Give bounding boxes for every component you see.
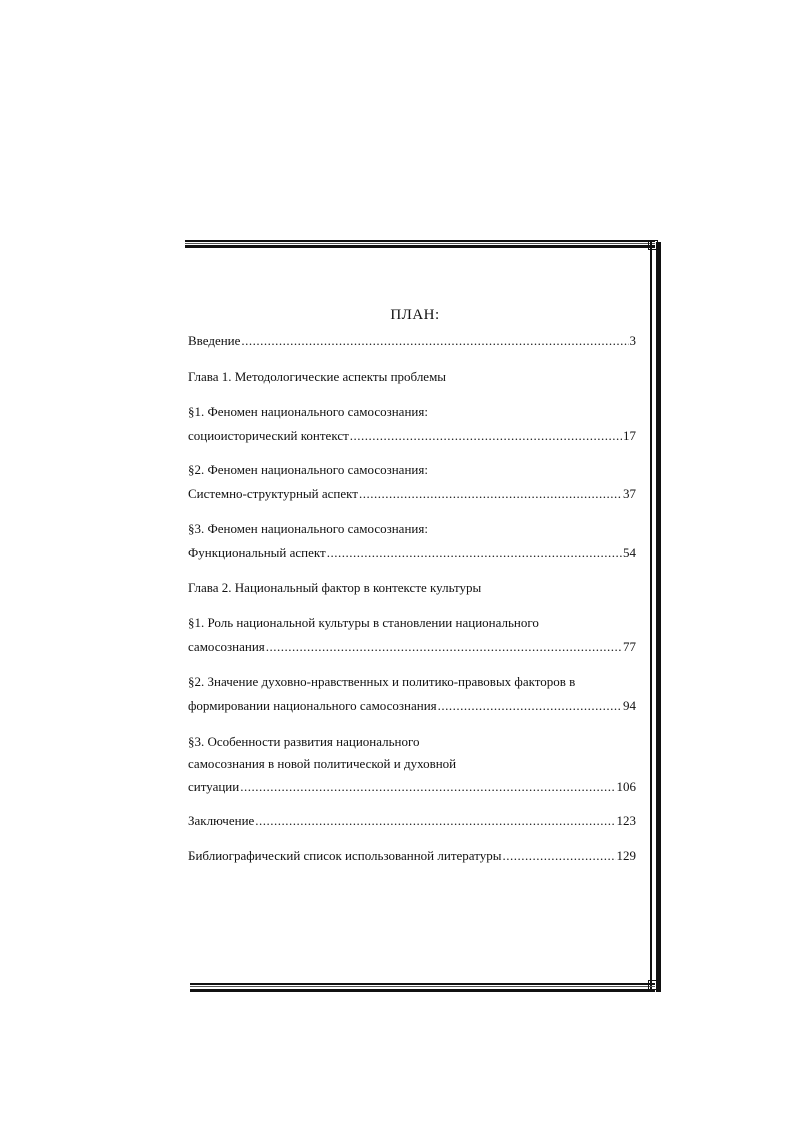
- toc-entry-label: Заключение: [188, 813, 255, 828]
- toc-page-number: 129: [616, 848, 636, 863]
- toc-entry-intro: [188, 333, 636, 349]
- toc-entry-section: [188, 639, 636, 655]
- toc-entry-bibliography: [188, 848, 636, 864]
- toc-title: ПЛАН:: [390, 307, 440, 323]
- toc-entry-label: социоисторический контекст: [188, 428, 349, 443]
- leader-dots: [255, 813, 615, 829]
- section-title: §2. Значение духовно-нравственных и политико-правовых факторов в: [188, 674, 576, 689]
- toc-entry-label: Введение: [188, 333, 241, 348]
- toc-page-number: 54: [623, 545, 636, 560]
- toc-page-number: 123: [616, 813, 636, 828]
- toc-entry-label: ситуации: [188, 779, 240, 794]
- frame-corner-ornament: [648, 980, 658, 990]
- frame-right-border: [650, 242, 661, 992]
- toc-page-number: 106: [616, 779, 636, 794]
- toc-entry-section: [188, 545, 636, 561]
- toc-page-number: 37: [623, 486, 636, 501]
- leader-dots: [241, 333, 628, 349]
- toc-entry-section: [188, 428, 636, 444]
- frame-corner-ornament: [648, 240, 658, 250]
- leader-dots: [240, 779, 615, 795]
- frame-top-border: [185, 240, 655, 248]
- toc-entry-conclusion: [188, 813, 636, 829]
- toc-entry-section: [188, 698, 636, 714]
- chapter-heading: Глава 2. Национальный фактор в контексте культуры: [188, 580, 482, 595]
- toc-entry-label: Функциональный аспект: [188, 545, 326, 560]
- leader-dots: [266, 639, 622, 655]
- section-title: §2. Феномен национального самосознания:: [188, 462, 428, 477]
- frame-bottom-border: [190, 983, 655, 992]
- leader-dots: [327, 545, 622, 561]
- toc-entry-label: формировании национального самосознания: [188, 698, 437, 713]
- leader-dots: [438, 698, 622, 714]
- leader-dots: [502, 848, 615, 864]
- leader-dots: [359, 486, 622, 502]
- toc-entry-label: Библиографический список использованной литературы: [188, 848, 502, 863]
- section-title: §3. Феномен национального самосознания:: [188, 521, 428, 536]
- toc-page-number: 17: [623, 428, 636, 443]
- leader-dots: [350, 428, 622, 444]
- toc-entry-label: самосознания: [188, 639, 265, 654]
- chapter-heading: Глава 1. Методологические аспекты проблемы: [188, 369, 447, 384]
- toc-entry-label: Системно-структурный аспект: [188, 486, 358, 501]
- section-title: §1. Феномен национального самосознания:: [188, 404, 428, 419]
- toc-page-number: 94: [623, 698, 636, 713]
- toc-entry-section: [188, 779, 636, 795]
- toc-page-number: 3: [629, 333, 636, 348]
- section-title: самосознания в новой политической и духовной: [188, 756, 457, 771]
- toc-entry-section: [188, 486, 636, 502]
- toc-page-number: 77: [623, 639, 636, 654]
- section-title: §1. Роль национальной культуры в становлении национального: [188, 615, 539, 630]
- section-title: §3. Особенности развития национального: [188, 734, 420, 749]
